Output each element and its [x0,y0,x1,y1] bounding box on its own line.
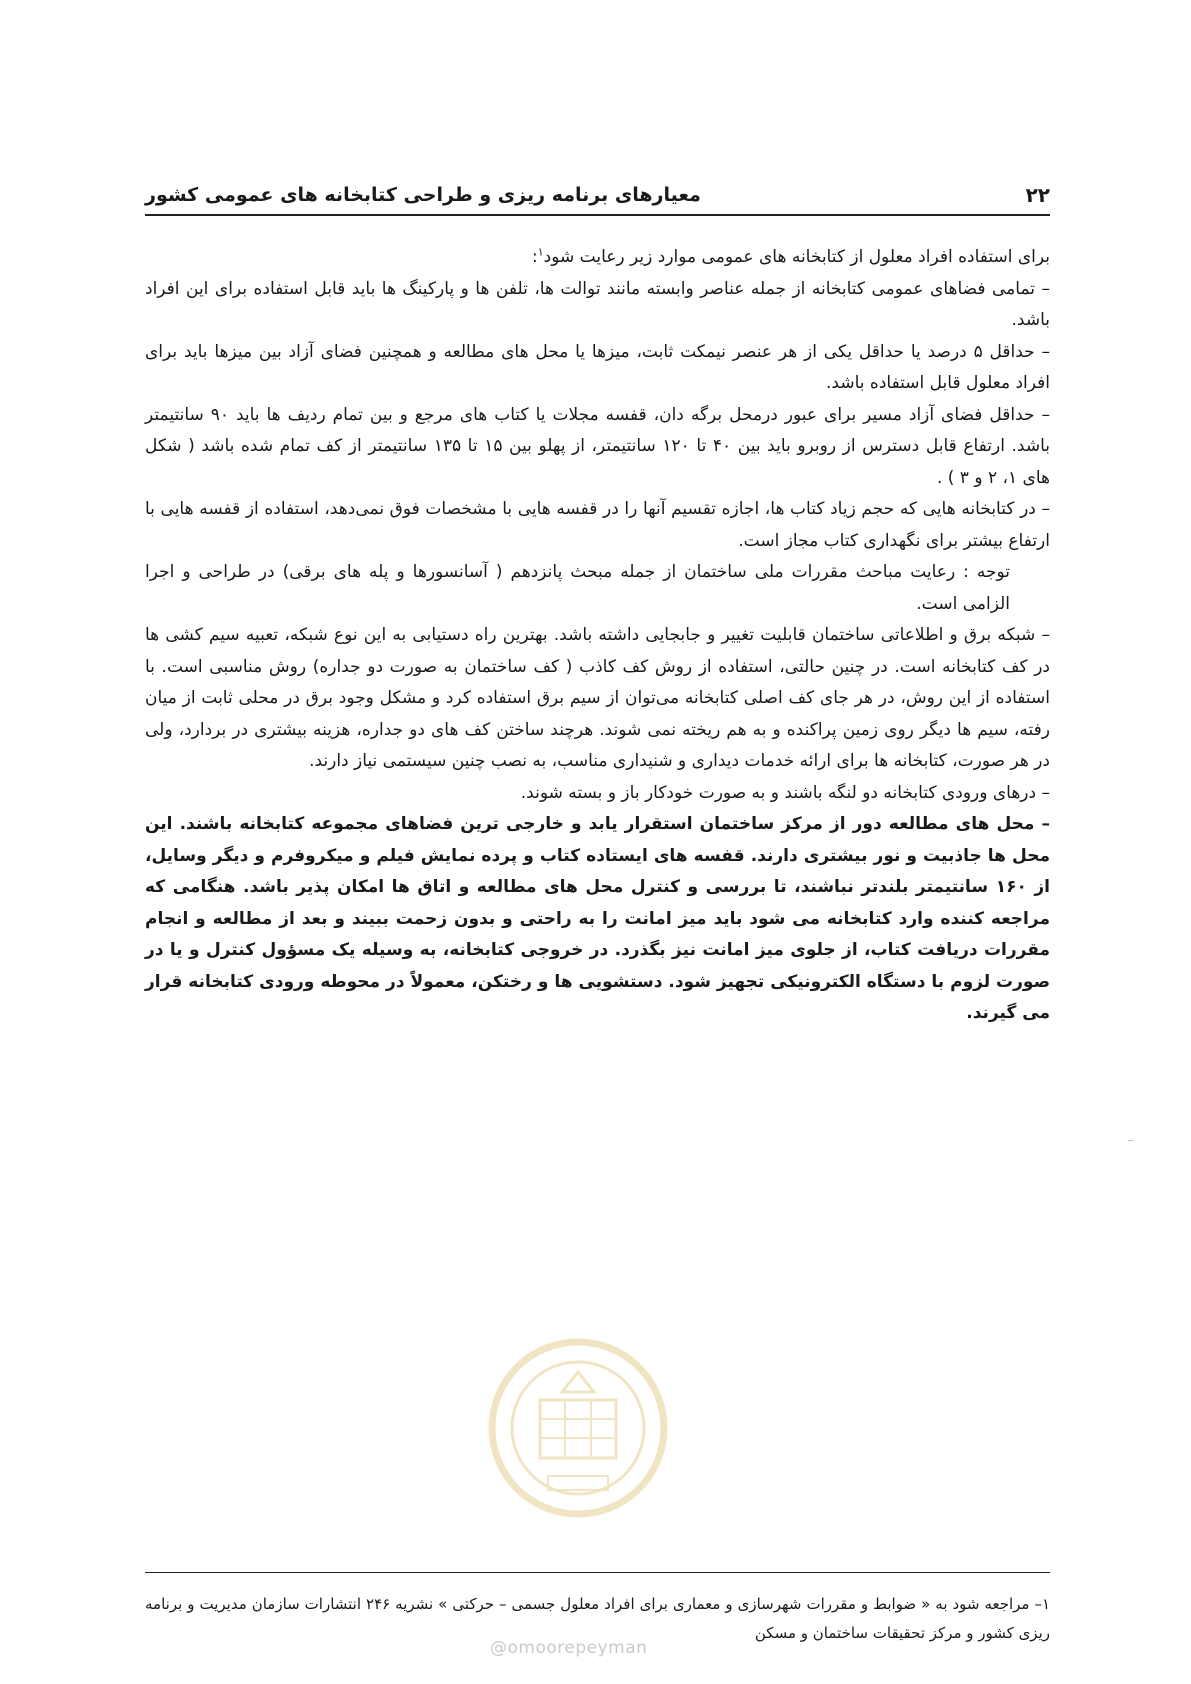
paragraph-reading-areas: – محل های مطالعه دور از مرکز ساختمان استقرار یابد و خارجی ترین فضاهای مجموعه کتابخانه باشند. این محل ها جاذبیت و نور بیشتری دارند. قفسه های ایستاده کتاب و پرده نمایش فیلم و میکروفرم و دیگر وسایل، از ۱۶۰ سانتیمتر بلندتر نباشند، تا بررسی و کنترل محل های مطالعه و اتاق ها امکان پذیر باشد. هنگامی که مراجعه کننده وارد کتابخانه می شود باید میز امانت را به راحتی و بدون زحمت ببیند و بعد از مطالعه و انجام مقررات دریافت کتاب، از جلوی میز امانت نیز بگذرد. در خروجی کتابخانه، به وسیله یک مسؤول کنترل و یا در صورت لزوم با دستگاه الکترونیکی تجهیز شود. دستشویی ها و رختکن، معمولاً در محوطه ورودی کتابخانه قرار می گیرند. [145,814,1050,1023]
page-header [145,178,1050,214]
body-text [145,242,1050,1030]
paragraph-shelving: – در کتابخانه هایی که حجم زیاد کتاب ها، اجازه تقسیم آنها را در قفسه هایی با مشخصات فوق نمی‌دهد، استفاده از قفسه هایی با ارتفاع بیشتر برای نگهداری کتاب مجاز است. [145,499,1050,551]
page-number: ۲۲ [1025,183,1050,207]
paragraph-seating: – حداقل ۵ درصد یا حداقل یکی از هر عنصر نیمکت ثابت، میزها یا محل های مطالعه و همچنین فضای آزاد بین میزها باید برای افراد معلول قابل استفاده باشد. [145,341,1050,393]
intro-text: برای استفاده افراد معلول از کتابخانه های عمومی موارد زیر رعایت شود [543,247,1050,267]
intro-end: : [532,247,538,267]
paragraph-clearance: – حداقل فضای آزاد مسیر برای عبور درمحل برگه دان، قفسه مجلات یا کتاب های مرجع و بین تمام ردیف ها باید ۹۰ سانتیمتر باشد. ارتفاع قابل دسترس از روبرو باید بین ۴۰ تا ۱۲۰ سانتیمتر، از پهلو بین ۱۵ تا ۱۳۵ سانتیمتر از کف تمام شده باشد ( شکل های ۱، ۲ و ۳ ) . [145,404,1051,488]
running-title: معیارهای برنامه ریزی و طراحی کتابخانه های عمومی کشور [145,184,701,206]
footnote-rule [145,1572,1050,1573]
margin-mark [1128,1140,1134,1141]
paragraph-public-spaces: – تمامی فضاهای عمومی کتابخانه از جمله عناصر وابسته مانند توالت ها، تلفن ها و پارکینگ ها باید قابل استفاده برای این افراد باشد. [145,278,1050,330]
paragraph-entrance-doors: – درهای ورودی کتابخانه دو لنگه باشند و به صورت خودکار باز و بسته شوند. [520,782,1050,803]
footnote-ref: ۱ [537,245,544,259]
header-rule [145,214,1050,216]
intro-paragraph [145,242,1050,274]
paragraph-electrical-network: – شبکه برق و اطلاعاتی ساختمان قابلیت تغییر و جابجایی داشته باشد. بهترین راه دستیابی به این نوع شبکه، تعبیه سیم کشی ها در کف کتابخانه است. در چنین حالتی، استفاده از روش کف کاذب ( کف ساختمان به صورت دو جداره) روش مناسبی است. با استفاده از این روش، در هر جای کف اصلی کتابخانه می‌توان از سیم برق استفاده کرد و مشکل وجود برق در محلی ثابت از میان رفته، سیم ها دیگر روی زمین پراکنده و به هم ریخته نمی شوند. هرچند ساختن کف های دو جداره، هزینه بیشتری در بردارد، ولی در هر صورت، کتابخانه ها برای ارائه خدمات دیداری و شنیداری مناسب، به نصب چنین سیستمی نیاز دارند. [145,625,1050,771]
watermark-seal-icon [478,1318,678,1548]
footnote-text: ۱– مراجعه شود به « ضوابط و مقررات شهرسازی و معماری برای افراد معلول جسمی – حرکتی » نشریه ۲۴۶ انتشارات سازمان مدیریت و برنامه ریزی کشور و مرکز تحقیقات ساختمان و مسکن [145,1595,1051,1642]
note-paragraph: توجه : رعایت مباحث مقررات ملی ساختمان از جمله مبحث پانزدهم ( آسانسورها و پله های برقی) در طراحی و اجرا الزامی است. [145,562,1010,614]
watermark-url: @omoorepeyman [490,1638,648,1658]
